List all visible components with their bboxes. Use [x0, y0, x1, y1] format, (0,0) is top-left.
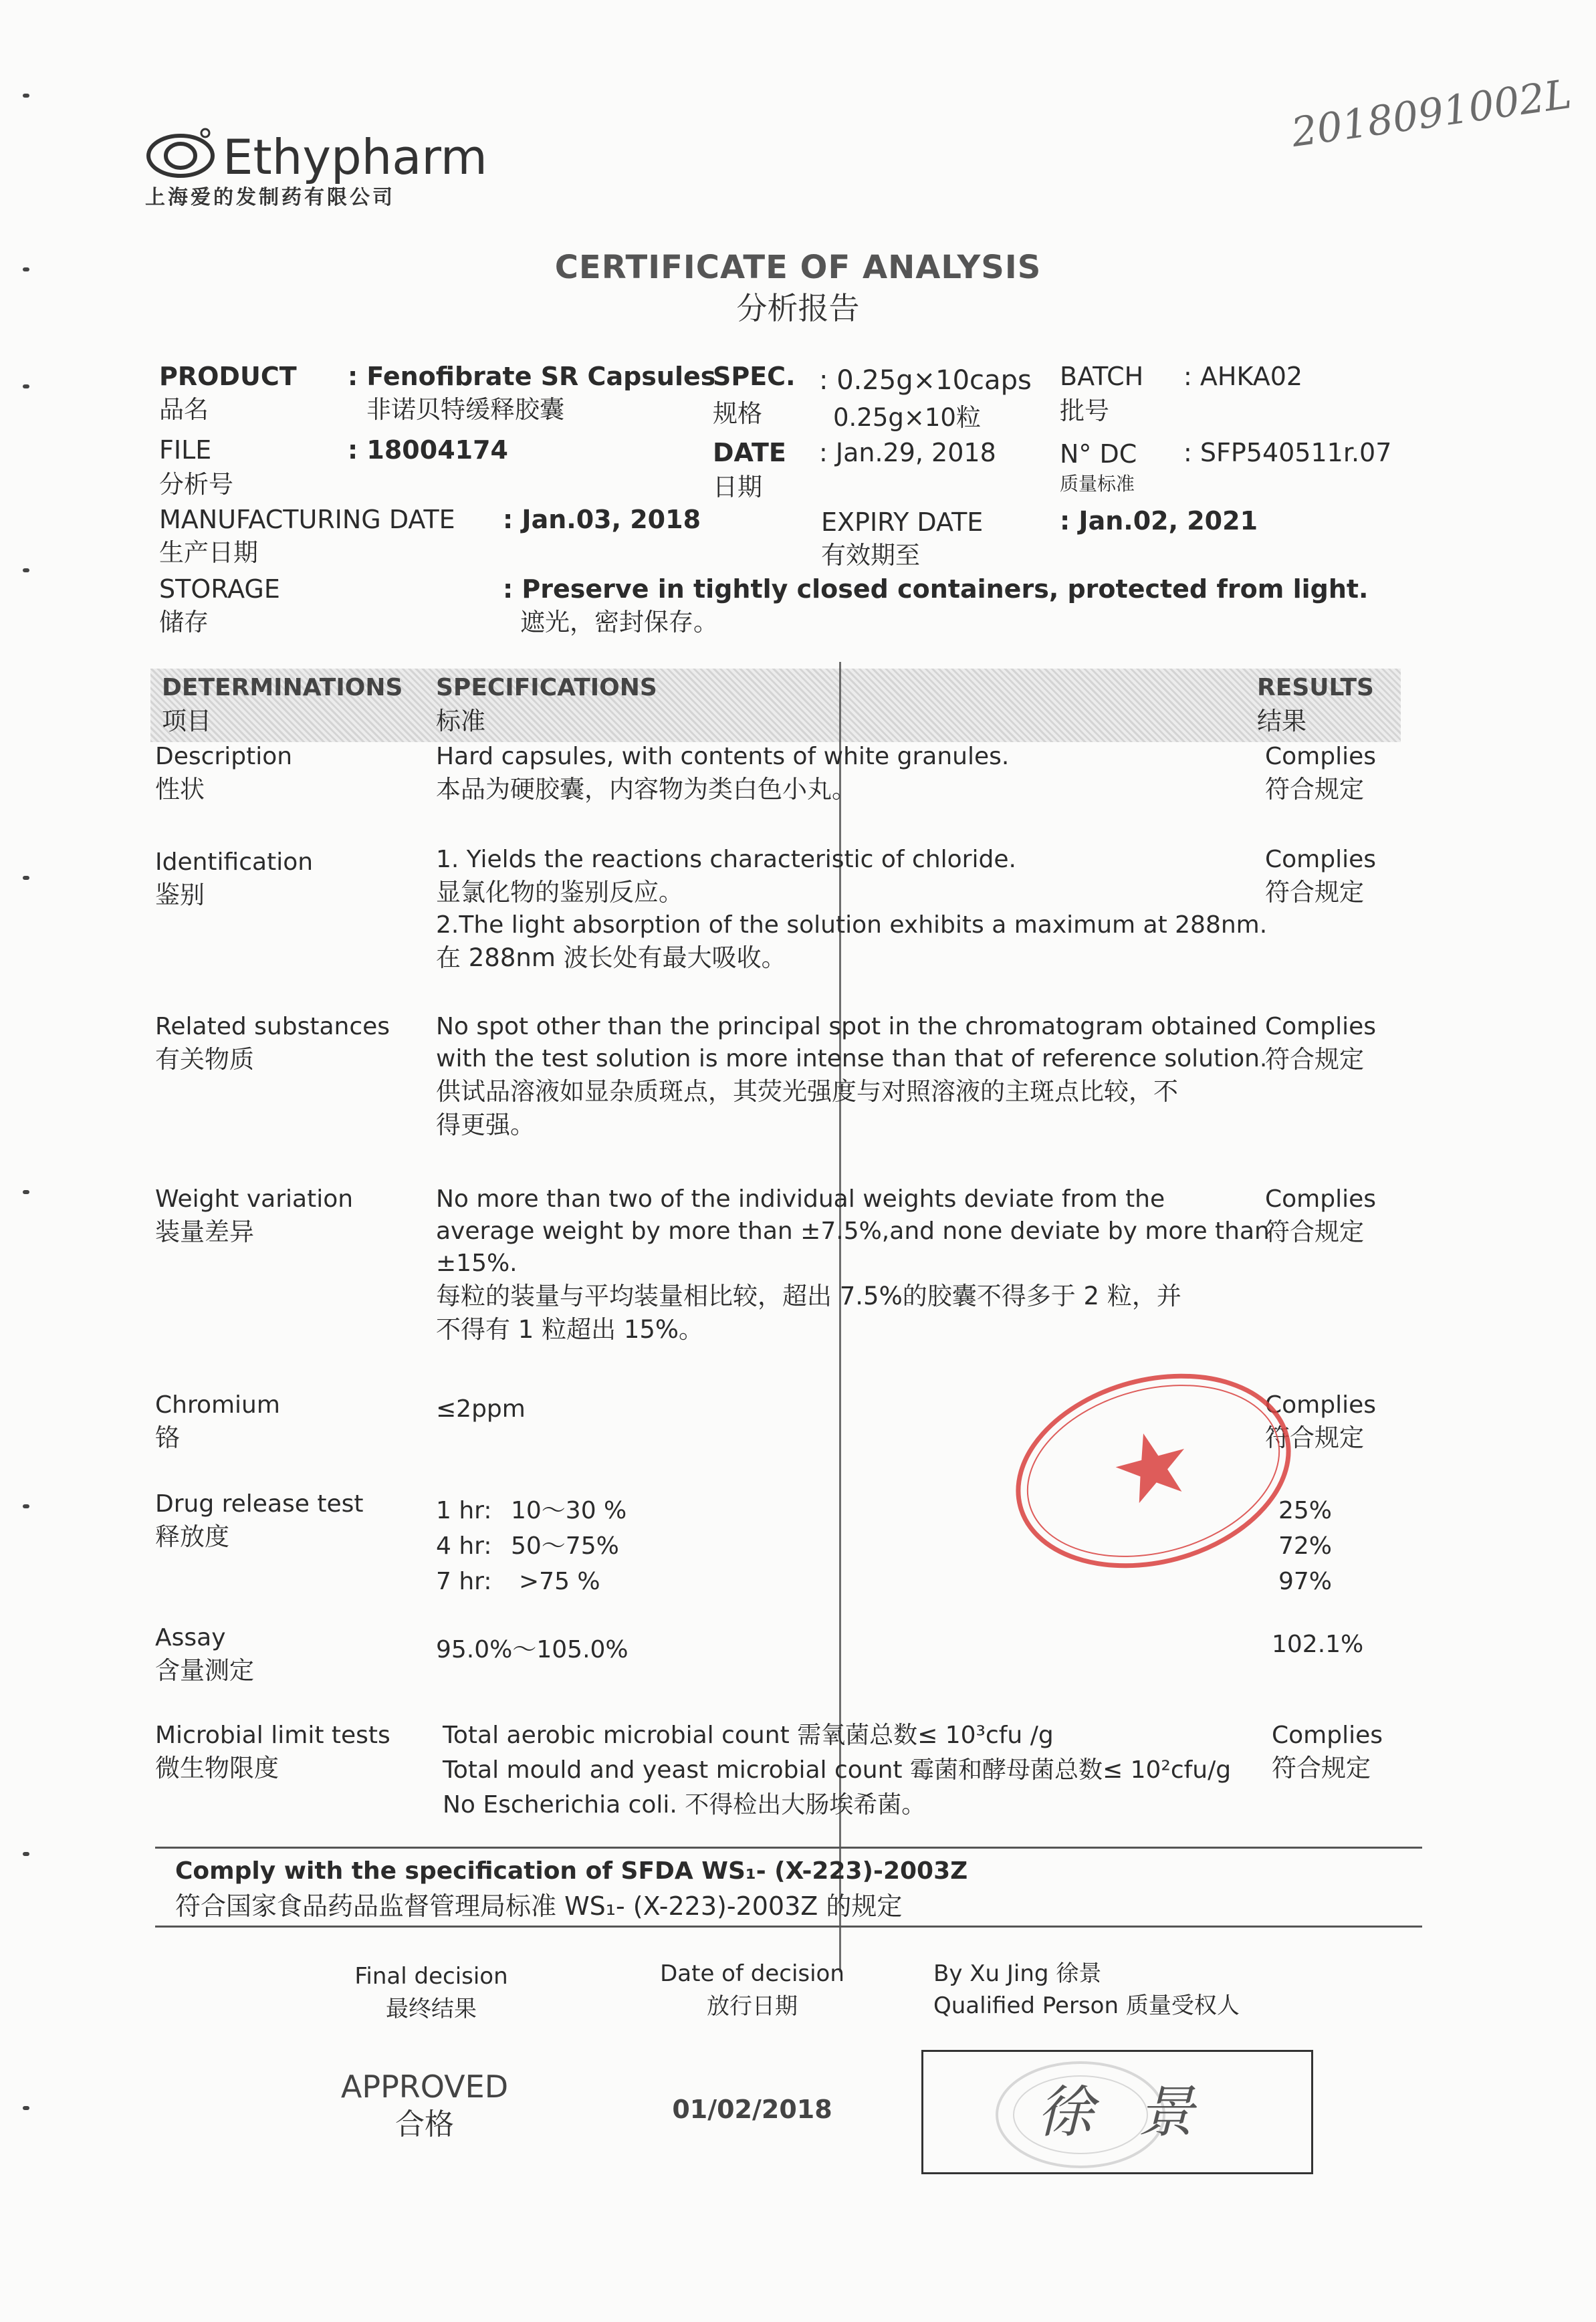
row-spec: No Escherichia coli. 不得检出大肠埃希菌。 — [443, 1791, 926, 1819]
row-spec: 2.The light absorption of the solution exhibits a maximum at 288nm. — [436, 911, 1268, 939]
row-name: Assay — [155, 1624, 226, 1651]
signature-box — [921, 2050, 1313, 2174]
row-name: Related substances — [155, 1013, 390, 1040]
storage-label-zh: 储存 — [159, 608, 209, 636]
manufacturing-date-label-zh: 生产日期 — [159, 538, 258, 567]
product-label-zh: 品名 — [159, 395, 209, 424]
release-range: 50～75% — [511, 1532, 619, 1560]
approved-status: APPROVED — [340, 2069, 509, 2105]
approved-status-zh: 合格 — [395, 2107, 454, 2141]
divider — [155, 1847, 1422, 1849]
release-result-1: 25% — [1278, 1497, 1333, 1524]
header-specifications-zh: 标准 — [436, 707, 485, 735]
divider — [155, 1926, 1422, 1928]
row-result-zh: 符合规定 — [1265, 1045, 1364, 1074]
row-spec: 1. Yields the reactions characteristic of chloride. — [436, 846, 1016, 873]
scan-mark — [23, 384, 29, 388]
release-range: 10～30 % — [511, 1497, 627, 1524]
company-name: Ethypharm — [223, 129, 487, 185]
handwritten-reference: 2018091002L — [1288, 71, 1575, 156]
header-results-zh: 结果 — [1257, 707, 1306, 735]
row-spec: with the test solution is more intense than that of reference solution. — [436, 1045, 1268, 1072]
qualified-person-label: Qualified Person 质量受权人 — [933, 1992, 1240, 2019]
table-row-assay — [155, 1622, 1426, 1696]
row-spec-zh: 显氯化物的鉴别反应。 — [436, 878, 683, 907]
spec-value: : 0.25g×10caps — [819, 365, 1032, 396]
row-spec-zh: 每粒的装量与平均装量相比较，超出 7.5%的胶囊不得多于 2 粒，并 — [436, 1282, 1181, 1310]
table-row-microbial — [155, 1720, 1426, 1833]
manufacturing-date-label: MANUFACTURING DATE — [159, 505, 455, 534]
decision-date: 01/02/2018 — [672, 2095, 832, 2124]
row-name: Identification — [155, 848, 314, 876]
scan-mark — [23, 1504, 29, 1508]
row-name-zh: 性状 — [155, 775, 205, 804]
batch-label-zh: 批号 — [1060, 396, 1109, 425]
release-result-3: 97% — [1278, 1568, 1333, 1595]
logo-mark-icon — [144, 124, 217, 184]
document-title: CERTIFICATE OF ANALYSIS — [554, 249, 1042, 286]
scan-mark — [23, 2106, 29, 2110]
ndc-label: N° DC — [1060, 439, 1137, 469]
row-name: Microbial limit tests — [155, 1722, 390, 1749]
scan-mark — [23, 568, 29, 572]
header-determinations: DETERMINATIONS — [162, 674, 403, 701]
row-name-zh: 含量测定 — [155, 1656, 254, 1685]
date-of-decision-label: Date of decision — [660, 1960, 844, 1987]
row-result: Complies — [1265, 846, 1376, 873]
final-decision-label: Final decision — [354, 1963, 508, 1990]
release-time: 4 hr: — [436, 1532, 492, 1560]
storage-value: : Preserve in tightly closed containers, protected from light. — [503, 574, 1369, 604]
batch-value: : AHKA02 — [1183, 362, 1303, 391]
release-range: >75 % — [519, 1568, 600, 1595]
expiry-date-label: EXPIRY DATE — [821, 507, 984, 537]
header-specifications: SPECIFICATIONS — [436, 674, 657, 701]
row-name: Drug release test — [155, 1490, 364, 1518]
date-value: : Jan.29, 2018 — [819, 438, 996, 467]
qualified-person-name: By Xu Jing 徐景 — [933, 1960, 1102, 1987]
expiry-date-label-zh: 有效期至 — [821, 541, 920, 570]
row-spec-zh: 不得有 1 粒超出 15%。 — [436, 1315, 704, 1344]
release-time: 7 hr: — [436, 1568, 492, 1595]
row-name: Description — [155, 743, 293, 770]
row-result-zh: 符合规定 — [1265, 878, 1364, 907]
row-name-zh: 装量差异 — [155, 1217, 254, 1246]
spec-label-zh: 规格 — [713, 399, 762, 428]
row-result: Complies — [1272, 1722, 1383, 1749]
row-result: 102.1% — [1272, 1631, 1364, 1658]
table-row-description — [155, 741, 1426, 821]
row-spec: average weight by more than ±7.5%,and none deviate by more than — [436, 1217, 1270, 1245]
row-spec: No spot other than the principal spot in the chromatogram obtained — [436, 1013, 1258, 1040]
batch-label: BATCH — [1060, 362, 1144, 391]
row-name-zh: 铬 — [155, 1423, 180, 1452]
row-name-zh: 释放度 — [155, 1522, 229, 1551]
storage-label: STORAGE — [159, 574, 280, 604]
row-spec-zh: 供试品溶液如显杂质斑点，其荧光强度与对照溶液的主斑点比较，不 — [436, 1077, 1178, 1106]
manufacturing-date-value: : Jan.03, 2018 — [503, 505, 701, 534]
expiry-date-value: : Jan.02, 2021 — [1060, 506, 1258, 536]
row-result: Complies — [1265, 1185, 1376, 1213]
row-spec: ≤2ppm — [436, 1395, 526, 1423]
scan-mark — [23, 1190, 29, 1194]
company-name-zh: 上海爱的发制药有限公司 — [145, 186, 395, 209]
header-results: RESULTS — [1257, 674, 1374, 701]
row-result-zh: 符合规定 — [1272, 1754, 1371, 1782]
spec-label: SPEC. — [713, 362, 796, 391]
product-value-zh: 非诺贝特缓释胶囊 — [366, 395, 564, 424]
product-value: : Fenofibrate SR Capsules — [348, 362, 716, 391]
row-result-zh: 符合规定 — [1265, 1217, 1364, 1246]
spec-value-zh: 0.25g×10粒 — [833, 403, 981, 432]
row-result-zh: 符合规定 — [1265, 1423, 1364, 1452]
row-name-zh: 鉴别 — [155, 881, 205, 909]
final-decision-label-zh: 最终结果 — [386, 1996, 477, 2022]
date-of-decision-label-zh: 放行日期 — [707, 1993, 798, 2020]
signature: 徐 景 — [1037, 2079, 1208, 2145]
scan-mark — [23, 1852, 29, 1856]
file-label-zh: 分析号 — [159, 470, 233, 499]
row-spec-zh: 得更强。 — [436, 1111, 535, 1139]
row-spec: No more than two of the individual weights deviate from the — [436, 1185, 1165, 1213]
company-logo — [144, 124, 612, 211]
row-result-zh: 符合规定 — [1265, 775, 1364, 804]
table-row-identification — [155, 844, 1426, 998]
date-label: DATE — [713, 438, 786, 467]
ndc-label-zh: 质量标准 — [1060, 473, 1135, 495]
row-spec-zh: 本品为硬胶囊，内容物为类白色小丸。 — [436, 775, 857, 804]
document-title-zh: 分析报告 — [736, 290, 860, 326]
comply-statement-zh: 符合国家食品药品监督管理局标准 WS₁- (X-223)-2003Z 的规定 — [175, 1891, 903, 1921]
row-name-zh: 微生物限度 — [155, 1754, 279, 1782]
row-spec-zh: 在 288nm 波长处有最大吸收。 — [436, 943, 786, 972]
row-result: Complies — [1265, 743, 1376, 770]
row-result: Complies — [1265, 1013, 1376, 1040]
row-spec: 95.0%～105.0% — [436, 1636, 629, 1663]
header-determinations-zh: 项目 — [162, 707, 211, 735]
row-spec: Total aerobic microbial count 需氧菌总数≤ 10³cfu /g — [443, 1722, 1054, 1749]
row-name: Weight variation — [155, 1185, 354, 1213]
comply-statement: Comply with the specification of SFDA WS₁- (X-223)-2003Z — [175, 1857, 968, 1885]
scan-mark — [23, 876, 29, 880]
scan-mark — [23, 94, 29, 98]
table-row-weight-variation — [155, 1183, 1426, 1364]
product-label: PRODUCT — [159, 362, 297, 391]
row-spec: Hard capsules, with contents of white granules. — [436, 743, 1010, 770]
release-time: 1 hr: — [436, 1497, 492, 1524]
release-line-3 — [436, 1566, 1385, 1601]
row-spec: ±15%. — [436, 1250, 518, 1277]
row-spec: Total mould and yeast microbial count 霉菌和酵母菌总数≤ 10²cfu/g — [443, 1756, 1232, 1784]
file-value: : 18004174 — [348, 435, 508, 465]
date-label-zh: 日期 — [713, 473, 762, 501]
row-name-zh: 有关物质 — [155, 1045, 254, 1074]
row-result: Complies — [1265, 1391, 1376, 1419]
release-result-2: 72% — [1278, 1532, 1333, 1560]
ndc-value: : SFP540511r.07 — [1183, 438, 1392, 467]
table-row-related-substances — [155, 1011, 1426, 1158]
file-label: FILE — [159, 435, 212, 465]
row-name: Chromium — [155, 1391, 280, 1419]
storage-value-zh: 遮光，密封保存。 — [520, 608, 718, 636]
